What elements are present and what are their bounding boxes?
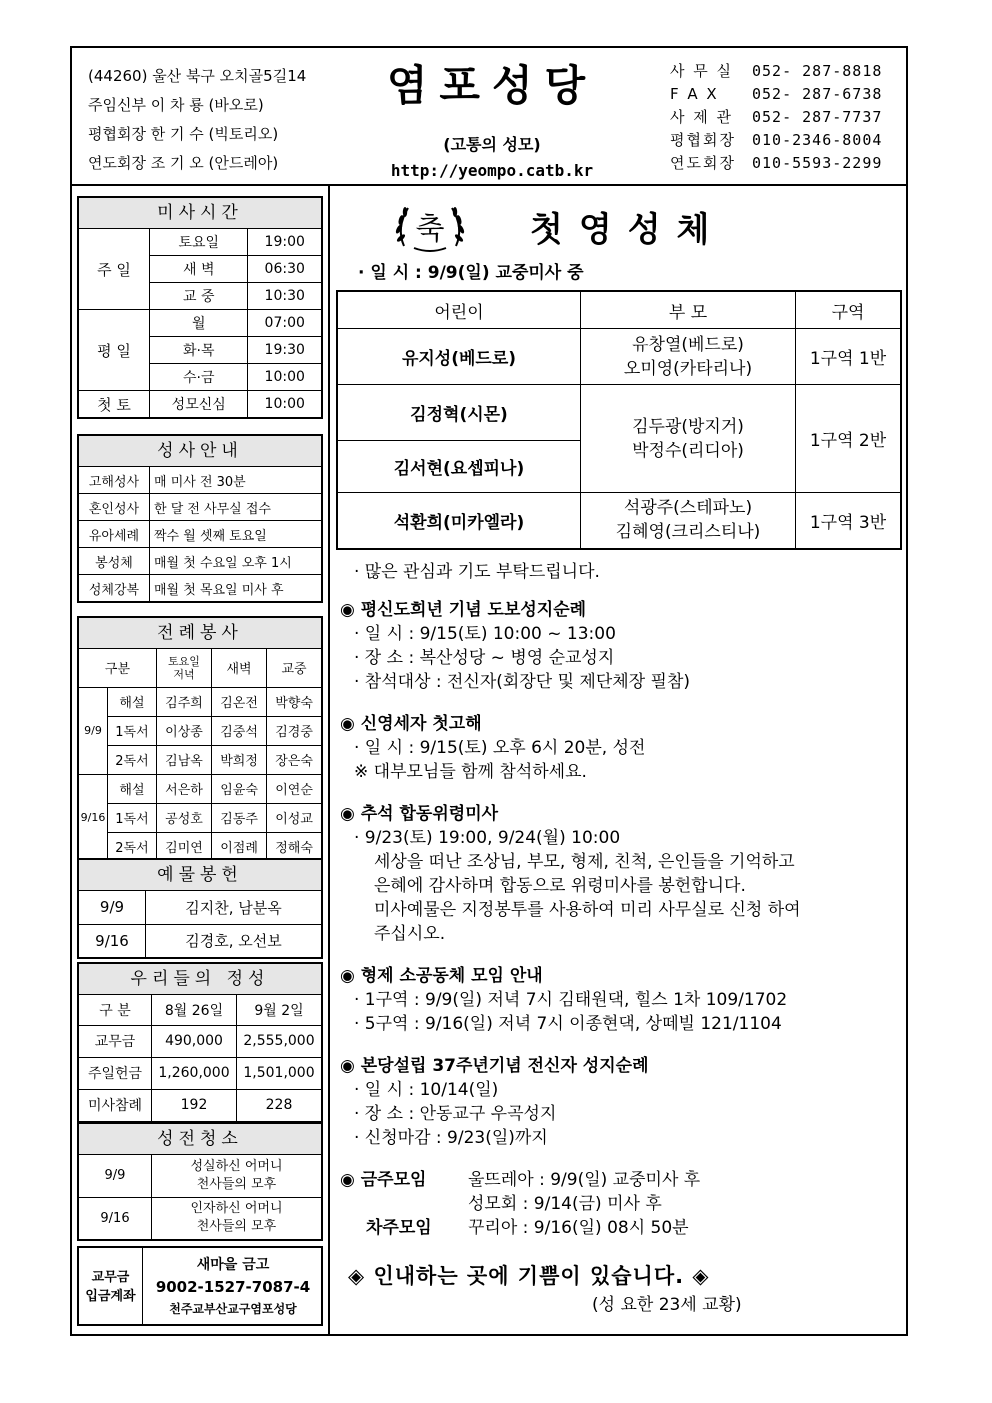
communion-header: 부 모 (581, 291, 796, 329)
contact-row (670, 152, 906, 175)
offering-table (79, 891, 321, 957)
liturgy-person: 김동주 (212, 803, 267, 832)
mass-time: 19:00 (248, 229, 321, 256)
liturgy-header: 교중 (267, 649, 321, 687)
notice-paragraph: 주십시오. (374, 924, 446, 944)
mass-time: 07:00 (248, 310, 321, 337)
liturgy-date: 9/9 (79, 687, 108, 774)
mass-times-title: 미사시간 (79, 198, 321, 229)
liturgy-person: 이점례 (212, 832, 267, 861)
mass-day: 토요일 (150, 229, 248, 256)
cleaning-group: 천사들의 모후 (196, 1176, 277, 1192)
account-label-line: 입금계좌 (85, 1289, 136, 1304)
liturgy-person: 김주희 (156, 687, 211, 716)
liturgy-person: 김경중 (267, 716, 321, 745)
notice-line: · 신청마감 : 9/23(일)까지 (354, 1128, 548, 1148)
sacraments-box (77, 434, 323, 603)
contact-row (670, 83, 906, 106)
contact-value: 010-5593-2299 (752, 154, 883, 172)
contact-value: 052- 287-8818 (752, 62, 883, 80)
notice-memorial-mass (340, 802, 906, 946)
communion-datetime: · 일 시 : 9/9(일) 교중미사 중 (358, 263, 584, 283)
account-bank: 새마을 금고 (196, 1257, 270, 1273)
contact-label: 연도회장 (670, 154, 736, 172)
child-name: 석환희(미카엘라) (337, 493, 581, 549)
liturgy-header: 구분 (79, 649, 156, 687)
sacrament-desc: 짝수 월 셋째 토요일 (150, 521, 322, 548)
parent-name: 유창열(베드로) (632, 334, 744, 355)
finance-box (77, 962, 323, 1123)
finance-label: 주일헌금 (79, 1057, 152, 1089)
mass-times-box (77, 196, 323, 419)
liturgy-role: 해설 (108, 774, 157, 803)
liturgy-role: 1독서 (108, 716, 157, 745)
header-info (88, 62, 378, 178)
parent-name: 오미영(카타리나) (623, 358, 753, 379)
notice-title: ◉ 본당설립 37주년기념 전신자 성지순례 (340, 1056, 649, 1076)
mass-time: 10:00 (248, 364, 321, 391)
notice-paragraph: 세상을 떠난 조상님, 부모, 형제, 친척, 은인들을 기억하고 (374, 852, 795, 872)
liturgy-date: 9/16 (79, 774, 108, 861)
notice-line: · 일 시 : 9/15(토) 10:00 ~ 13:00 (354, 624, 616, 644)
parent-name: 김두광(방지거) (632, 416, 744, 437)
sacraments-table (79, 467, 321, 601)
liturgy-title: 전례봉사 (79, 618, 321, 649)
celebration-badge: 축 (415, 212, 445, 247)
mass-day: 교 중 (150, 283, 248, 310)
notice-line: · 1구역 : 9/9(일) 저녁 7시 김태원댁, 힐스 1차 109/1702 (354, 990, 788, 1010)
finance-value: 228 (237, 1089, 321, 1121)
sacrament-desc: 매월 첫 목요일 미사 후 (150, 575, 322, 602)
liturgy-person: 이연순 (267, 774, 321, 803)
this-week-label: ◉ 금주모임 (340, 1170, 427, 1190)
liturgy-person: 박희정 (212, 745, 267, 774)
liturgy-person: 이성교 (267, 803, 321, 832)
notice-title: ◉ 평신도희년 기념 도보성지순례 (340, 600, 587, 620)
council-president: 평협회장 한 기 수 (빅토리오) (88, 125, 279, 143)
finance-value: 1,260,000 (152, 1057, 237, 1089)
meetings (340, 1168, 906, 1240)
sacrament-desc: 매 미사 전 30분 (150, 467, 322, 494)
sacrament-name: 유아세례 (79, 521, 150, 548)
meeting-item: 성모회 : 9/14(금) 미사 후 (468, 1194, 662, 1214)
mass-time: 10:30 (248, 283, 321, 310)
finance-value: 490,000 (152, 1025, 237, 1057)
meeting-item: 꾸리아 : 9/16(일) 08시 50분 (468, 1218, 689, 1238)
notice-line: · 일 시 : 10/14(일) (354, 1080, 499, 1100)
contact-value: 010-2346-8004 (752, 131, 883, 149)
closing-source: (성 요한 23세 교황) (592, 1295, 742, 1315)
liturgy-person: 정해숙 (267, 832, 321, 861)
notice-line: · 5구역 : 9/16(일) 저녁 7시 이종현댁, 상떼빌 121/1104 (354, 1014, 782, 1034)
contact-row (670, 60, 906, 83)
zone: 1구역 3반 (796, 493, 902, 549)
liturgy-person: 임윤숙 (212, 774, 267, 803)
communion-header: 어린이 (337, 291, 581, 329)
zone: 1구역 1반 (796, 329, 902, 385)
communion-banner (390, 200, 870, 250)
mass-time: 06:30 (248, 256, 321, 283)
child-name: 김정혁(시몬) (337, 385, 581, 441)
parent-name: 석광주(스테파노) (623, 498, 753, 519)
liturgy-person: 공성호 (156, 803, 211, 832)
sacrament-name: 고해성사 (79, 467, 150, 494)
liturgy-person: 김남옥 (156, 745, 211, 774)
notice-line: · 장 소 : 복산성당 ~ 병영 순교성지 (354, 648, 615, 668)
offering-box (77, 858, 323, 959)
notice-paragraph: 은혜에 감사하며 합동으로 위령미사를 봉헌합니다. (374, 876, 746, 896)
weekday-label: 평 일 (79, 310, 150, 391)
liturgy-person: 김온전 (212, 687, 267, 716)
liturgy-role: 1독서 (108, 803, 157, 832)
notice-pilgrimage (340, 598, 906, 694)
address: (44260) 울산 북구 오치골5길14 (88, 67, 307, 85)
mass-day: 수·금 (150, 364, 248, 391)
sacrament-name: 성체강복 (79, 575, 150, 602)
sacrament-name: 혼인성사 (79, 494, 150, 521)
next-week-label: 차주모임 (366, 1218, 432, 1238)
finance-header: 구 분 (79, 995, 152, 1025)
communion-table (336, 290, 902, 550)
church-name: 염포성당 (386, 61, 598, 110)
communion-header: 구역 (796, 291, 902, 329)
cleaning-date: 9/9 (79, 1155, 152, 1197)
liturgy-person: 김중석 (212, 716, 267, 745)
finance-label: 교무금 (79, 1025, 152, 1057)
notice-title: ◉ 신영세자 첫고해 (340, 714, 482, 734)
liturgy-role: 2독서 (108, 832, 157, 861)
contact-list (670, 60, 906, 175)
liturgy-role: 해설 (108, 687, 157, 716)
sidebar (72, 184, 330, 1334)
contact-label: 평협회장 (670, 131, 736, 149)
cleaning-group: 인자하신 어머니 (190, 1201, 283, 1217)
liturgy-role: 2독서 (108, 745, 157, 774)
account-label (79, 1248, 143, 1324)
church-subtitle: (고통의 성모) (443, 135, 541, 154)
liturgy-person: 장은숙 (267, 745, 321, 774)
finance-label: 미사참례 (79, 1089, 152, 1121)
finance-value: 192 (152, 1089, 237, 1121)
liturgy-header: 새벽 (212, 649, 267, 687)
contact-row (670, 129, 906, 152)
communion-title: 첫영성체 (530, 210, 726, 250)
finance-title: 우리들의 정성 (79, 964, 321, 995)
communion-note (340, 560, 906, 584)
account-label-line: 교무금 (91, 1270, 130, 1285)
liturgy-person: 이상종 (156, 716, 211, 745)
sacrament-desc: 한 달 전 사무실 접수 (150, 494, 322, 521)
mass-day: 성모신심 (150, 391, 248, 418)
offering-names: 김지찬, 남분옥 (146, 891, 322, 924)
contact-label: F A X (670, 85, 719, 103)
cleaning-group: 성실하신 어머니 (190, 1158, 283, 1174)
finance-header: 8월 26일 (152, 995, 237, 1025)
mass-time: 10:00 (248, 391, 321, 418)
offering-title: 예물봉헌 (79, 860, 321, 891)
note-text: · 많은 관심과 기도 부탁드립니다. (354, 562, 600, 582)
cleaning-title: 성전청소 (79, 1124, 321, 1155)
contact-label: 사 제 관 (670, 108, 734, 126)
offering-names: 김경호, 오선보 (146, 924, 322, 957)
parent-name: 김혜영(크리스티나) (615, 522, 761, 543)
cleaning-group: 천사들의 모후 (196, 1219, 277, 1235)
cleaning-date: 9/16 (79, 1197, 152, 1239)
account-box (77, 1246, 323, 1326)
mass-times-table (79, 229, 321, 417)
contact-value: 052- 287-7737 (752, 108, 883, 126)
header-title (372, 58, 612, 180)
notice-paragraph: 미사예물은 지정봉투를 사용하여 미리 사무실로 신청 하여 (374, 900, 801, 920)
notice-line: · 참석대상 : 전신자(회장단 및 제단체장 필참) (354, 672, 690, 692)
cleaning-table (79, 1155, 321, 1239)
first-saturday-label: 첫 토 (79, 391, 150, 418)
finance-value: 1,501,000 (237, 1057, 321, 1089)
notice-first-confession (340, 712, 906, 784)
sacrament-desc: 매월 첫 수요일 오후 1시 (150, 548, 322, 575)
zone: 1구역 2반 (796, 385, 902, 493)
liturgy-person: 박향숙 (267, 687, 321, 716)
contact-row (670, 106, 906, 129)
mass-day: 새 벽 (150, 256, 248, 283)
notice-line: ※ 대부모님들 함께 참석하세요. (354, 762, 587, 782)
contact-value: 052- 287-6738 (752, 85, 883, 103)
closing-quote: ◈ 인내하는 곳에 기쁨이 있습니다. ◈ (348, 1264, 710, 1288)
account-number: 9002-1527-7087-4 (155, 1278, 311, 1296)
meeting-item: 울뜨레아 : 9/9(일) 교중미사 후 (468, 1170, 701, 1190)
contact-label: 사 무 실 (670, 62, 734, 80)
church-url[interactable]: http://yeompo.catb.kr (390, 161, 594, 180)
notice-line: · 장 소 : 안동교구 우곡성지 (354, 1104, 557, 1124)
liturgy-person: 서은하 (156, 774, 211, 803)
cleaning-box (77, 1122, 323, 1241)
offering-date: 9/16 (79, 924, 146, 957)
sacraments-title: 성사안내 (79, 436, 321, 467)
liturgy-box (77, 616, 323, 863)
offering-date: 9/9 (79, 891, 146, 924)
child-name: 유지성(베드로) (337, 329, 581, 385)
finance-header: 9월 2일 (237, 995, 321, 1025)
sunday-label: 주 일 (79, 229, 150, 310)
notice-title: ◉ 형제 소공동체 모임 안내 (340, 966, 543, 986)
parent-name: 박정수(리디아) (632, 440, 744, 461)
youth-president: 연도회장 조 기 오 (안드레아) (88, 154, 279, 172)
notice-line: · 9/23(토) 19:00, 9/24(월) 10:00 (354, 828, 621, 848)
mass-time: 19:30 (248, 337, 321, 364)
finance-table (79, 995, 321, 1121)
main-content (330, 184, 906, 1334)
bulletin-page (70, 46, 908, 1336)
liturgy-table (79, 649, 321, 861)
notice-anniversary-pilgrimage (340, 1054, 906, 1150)
liturgy-header: 토요일 저녁 (156, 649, 211, 687)
notice-line: · 일 시 : 9/15(토) 오후 6시 20분, 성전 (354, 738, 646, 758)
account-details (145, 1254, 321, 1320)
mass-day: 월 (150, 310, 248, 337)
sacrament-name: 봉성체 (79, 548, 150, 575)
pastor: 주임신부 이 차 룡 (바오로) (88, 96, 264, 114)
liturgy-person: 김미연 (156, 832, 211, 861)
header (72, 48, 906, 186)
notice-small-community (340, 964, 906, 1036)
account-holder: 천주교부산교구염포성당 (169, 1302, 297, 1316)
child-name: 김서현(요셉피나) (337, 441, 581, 493)
finance-value: 2,555,000 (237, 1025, 321, 1057)
mass-day: 화·목 (150, 337, 248, 364)
notice-title: ◉ 추석 합동위령미사 (340, 804, 499, 824)
